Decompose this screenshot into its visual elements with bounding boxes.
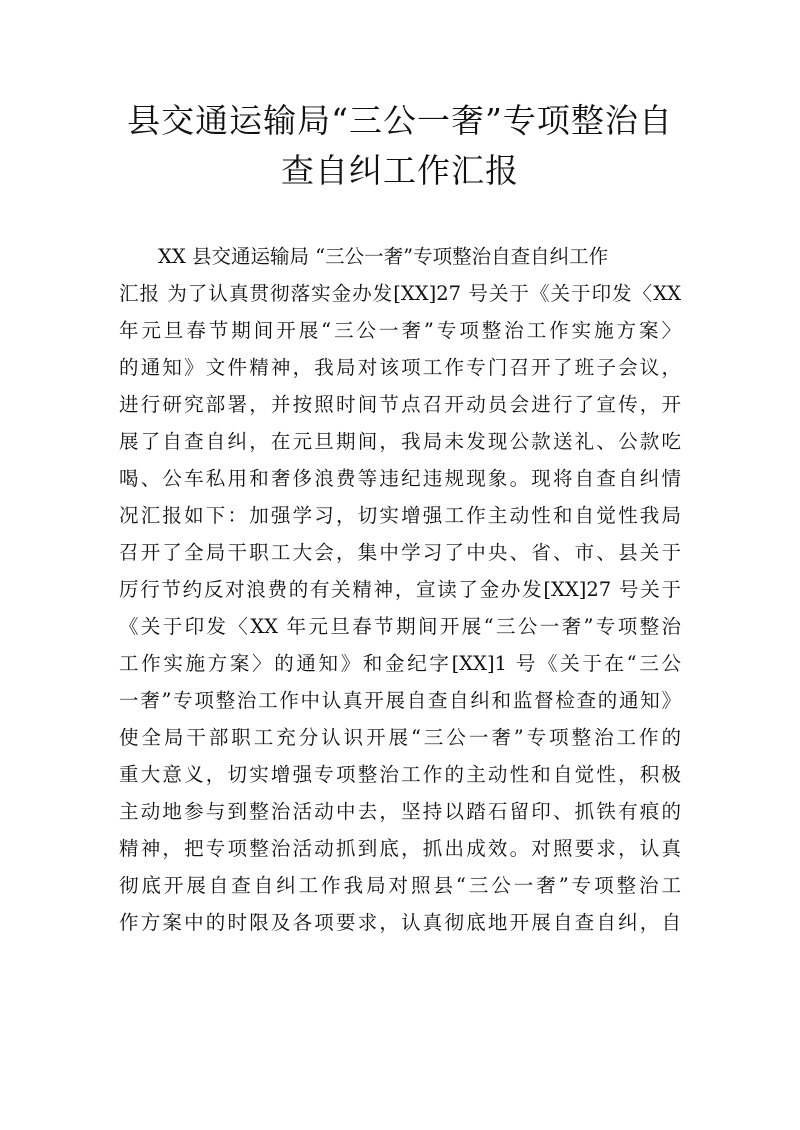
- body-line: 精神，把专项整治活动抓到底，抓出成效。对照要求，认真: [119, 837, 681, 860]
- body-line: 喝、公车私用和奢侈浪费等违纪违规现象。现将自查自纠情: [119, 467, 681, 490]
- body-line: XX 县交通运输局 “三公一奢”专项整治自查自纠工作: [119, 245, 609, 268]
- body-line: 进行研究部署，并按照时间节点召开动员会进行了宣传，开: [119, 393, 681, 416]
- body-line: 汇报 为了认真贯彻落实金办发[XX]27 号关于《关于印发〈XX: [119, 282, 681, 305]
- body-line: 重大意义，切实增强专项整治工作的主动性和自觉性，积极: [119, 763, 681, 786]
- title-line-2: 查自纠工作汇报: [281, 151, 519, 190]
- document-title: [100, 96, 700, 196]
- body-line: 厉行节约反对浪费的有关精神，宣读了金办发[XX]27 号关于: [119, 578, 681, 601]
- body-line: 使全局干部职工充分认识开展“三公一奢”专项整治工作的: [119, 726, 681, 749]
- body-line: 彻底开展自查自纠工作我局对照县“三公一奢”专项整治工: [119, 874, 681, 897]
- body-line: 况汇报如下：加强学习，切实增强工作主动性和自觉性我局: [119, 504, 681, 527]
- body-line: 主动地参与到整治活动中去，坚持以踏石留印、抓铁有痕的: [119, 800, 681, 823]
- body-line: 《关于印发〈XX 年元旦春节期间开展“三公一奢”专项整治: [119, 615, 681, 638]
- document-body: [119, 238, 681, 941]
- body-line: 的通知》文件精神，我局对该项工作专门召开了班子会议，: [119, 356, 681, 379]
- body-line: 作方案中的时限及各项要求，认真彻底地开展自查自纠，自: [119, 911, 681, 934]
- title-line-1: 县交通运输局“三公一奢”专项整治自: [127, 101, 673, 140]
- body-line: 工作实施方案〉的通知》和金纪字[XX]1 号《关于在“三公: [119, 652, 681, 675]
- body-line: 展了自查自纠，在元旦期间，我局未发现公款送礼、公款吃: [119, 430, 681, 453]
- body-line: 召开了全局干职工大会，集中学习了中央、省、市、县关于: [119, 541, 681, 564]
- body-line: 一奢”专项整治工作中认真开展自查自纠和监督检查的通知》: [119, 689, 681, 712]
- body-line: 年元旦春节期间开展“三公一奢”专项整治工作实施方案〉: [119, 319, 681, 342]
